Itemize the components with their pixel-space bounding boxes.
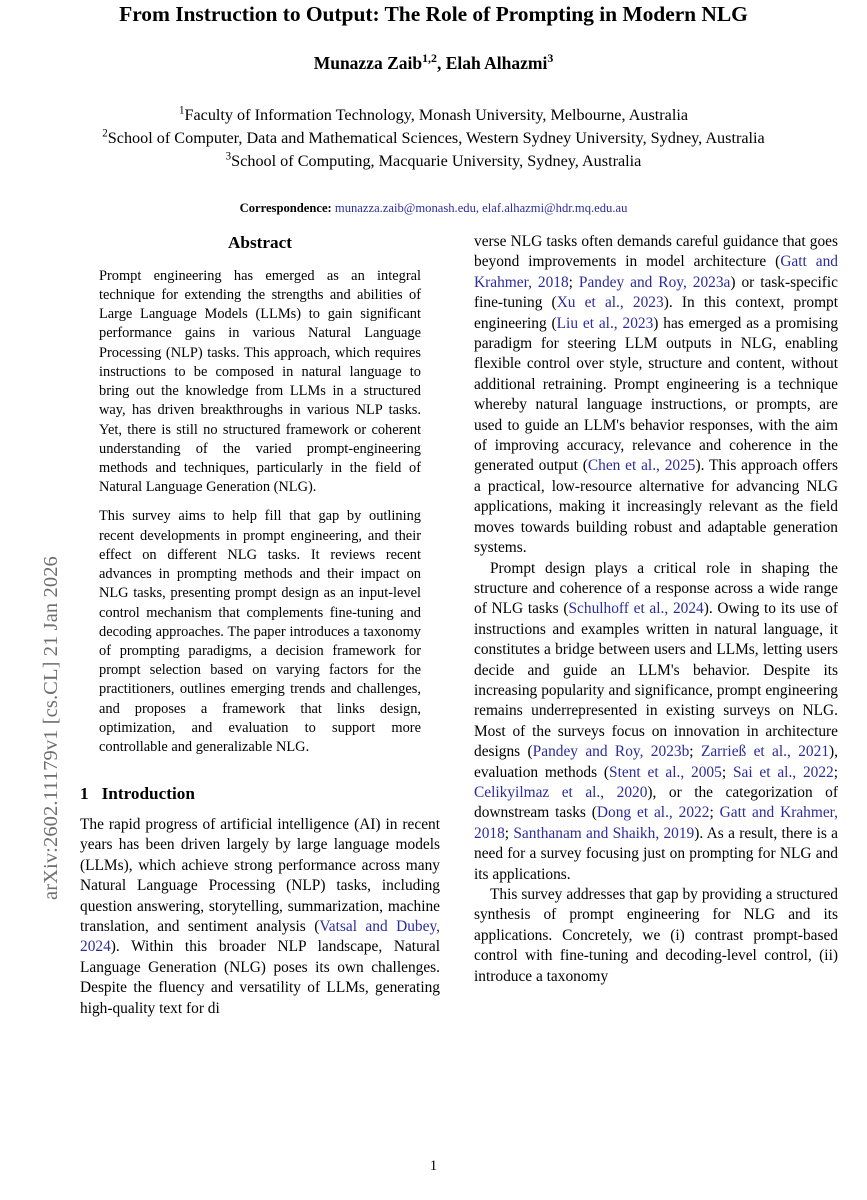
author-separator: , Elah Alhazmi [436,53,548,74]
abstract-body [99,267,421,757]
affiliation-marker: 1 [178,104,185,117]
author-list [0,53,867,74]
text-run: The rapid progress of artificial intelligence (AI) in recent years has been driven largely by large language models (LLMs), which achieve strong performance across many Natural Language Processing (NLP) tasks, including question answering, storytelling, summarization, machine translation, and sentiment analysis ( [80,816,440,936]
intro-paragraph-3: This survey addresses that gap by providing a structured synthesis of prompt engineering for NLG and its applications. Concretely, we (i) contrast prompt-based control with fine-tuning and decoding-level control, (ii) introduce a taxonomy [474,886,838,985]
citation-link[interactable]: Schulhoff et al., 2024 [568,600,704,618]
left-column [80,232,440,1019]
text-run: ; [689,743,701,761]
section-title: Introduction [101,784,195,804]
text-run: ), or the categorization of downstream tasks ( [474,783,838,822]
correspondence-label: Correspondence: [239,201,332,216]
text-run: ). As a result, there is a need for a survey focusing just on prompting for NLG and its applications. [474,824,838,883]
intro-paragraph-2 [474,559,838,886]
section-number: 1 [80,784,89,804]
text-run: ). Owing to its use of instructions and examples written in natural language, it constitutes a bridge between users and LLMs, letting users decide and guide an LLM's behavior. Despite its increasing popularity and significance, prompt engineering remains underrepresented in existing surveys on NLG. Most of the surveys focus on innovation in architecture designs ( [474,600,838,761]
text-run: ; [709,804,720,822]
correspondence-email-link[interactable]: munazza.zaib@monash.edu, elaf.alhazmi@hdr.mq.edu.au [334,201,628,216]
citation-link[interactable]: Stent et al., 2005 [609,763,722,781]
abstract-paragraph: This survey aims to help fill that gap by outlining recent developments in prompt engineering, and their effect on different NLG tasks. It reviews recent advances in prompting methods and their impact on NLG tasks, presenting prompt design as an input-level control mechanism that complements fine-tuning and decoding approaches. The paper introduces a taxonomy of prompting paradigms, a decision framework for prompt selection based on varying factors for the practitioners, outlines emerging trends and challenges, and proposes a framework that links design, optimization, and evaluation to support more controllable and generalizable NLG. [99,508,421,756]
text-run: verse NLG tasks often demands careful guidance that goes beyond improvements in model architecture ( [474,233,838,271]
affiliation-text: School of Computing, Macquarie University, Sydney, Australia [231,152,642,171]
affiliation-marker: 3 [225,150,232,163]
text-run: ), evaluation methods ( [474,743,838,781]
citation-link[interactable]: Celikyilmaz et al., 2020 [474,783,648,801]
author-name-1: Munazza Zaib [313,53,423,74]
page-title: From Instruction to Output: The Role of Prompting in Modern NLG [119,2,748,26]
citation-link[interactable]: Chen et al., 2025 [587,457,696,475]
citation-link[interactable]: Xu et al., 2023 [556,294,664,312]
text-run: ; [568,273,579,291]
text-run: ; [504,824,514,842]
affiliation-marker: 2 [102,127,108,140]
affiliation-text: School of Computer, Data and Mathematical Sciences, Western Sydney University, Sydney, Australia [107,129,765,148]
citation-link[interactable]: Dong et al., 2022 [596,804,710,822]
citation-link[interactable]: Liu et al., 2023 [556,314,654,332]
affiliation-item [0,150,867,173]
citation-link[interactable]: Zarrieß et al., 2021 [700,743,830,761]
citation-link[interactable]: Pandey and Roy, 2023a [578,273,731,291]
affiliation-item [0,104,867,127]
citation-link[interactable]: Vatsal and Dubey, 2024 [80,918,440,956]
text-run: ). In this context, prompt engineering ( [474,294,839,332]
affiliation-list [0,104,867,173]
intro-paragraph-1-continued [474,232,838,559]
arxiv-stamp-text: arXiv:2602.11179v1 [cs.CL] 21 Jan 2026 [40,556,62,900]
correspondence-line [0,201,867,216]
text-run: ; [833,763,839,781]
citation-link[interactable]: Gatt and Krahmer, 2018 [474,804,839,842]
page-number: 1 [429,1158,438,1174]
author-affiliation-marker-2: 3 [547,51,554,66]
citation-link[interactable]: Santhanam and Shaikh, 2019 [513,824,695,842]
text-run: ) or task-specific fine-tuning ( [474,273,838,312]
text-run: ). Within this broader NLP landscape, Natural Language Generation (NLG) poses its own challenges. Despite the fluency and versatility of LLMs, generating high-quality text for di [80,938,440,1017]
section-heading-introduction [80,783,440,806]
text-run: Prompt design plays a critical role in shaping the structure and coherence of a response across a wide range of NLG tasks ( [474,559,838,618]
citation-link[interactable]: Gatt and Krahmer, 2018 [474,253,838,291]
paper-header [0,0,867,216]
text-run: ) has emerged as a promising paradigm for steering LLM outputs in NLG, enabling flexible control over style, structure and content, without additional retraining. Prompt engineering is a technique whereby natural language instructions, or prompts, are used to guide an LLM's behavior responses, with the aim of improving accuracy, relevance and coherence in the generated output ( [474,314,839,475]
intro-paragraph-1 [80,815,440,1019]
affiliation-text: Faculty of Information Technology, Monash University, Melbourne, Australia [184,106,689,125]
author-affiliation-marker-1: 1,2 [422,51,437,66]
text-run: ). This approach offers a practical, low-resource alternative for advancing NLG applications, making it increasingly relevant as the field moves towards building robust and adaptable generation systems. [474,457,838,557]
text-run: ; [721,763,733,781]
right-column [474,232,838,987]
two-column-body [0,232,867,1162]
affiliation-item [0,127,867,150]
abstract-heading: Abstract [228,233,292,252]
abstract-paragraph: Prompt engineering has emerged as an integral technique for extending the strengths and abilities of Large Language Models (LLMs) to gain significant performance gains in various Natural Language Processing (NLP) tasks. This approach, which requires instructions to be composed in natural language to bring out the knowledge from LLMs in a structured way, has driven breakthroughs in various NLP tasks. Yet, there is still no structured framework or coherent understanding of the varied prompt-engineering methods and techniques, particularly in the field of Natural Language Generation (NLG). [99,267,421,496]
citation-link[interactable]: Sai et al., 2022 [732,763,834,781]
citation-link[interactable]: Pandey and Roy, 2023b [532,743,690,761]
